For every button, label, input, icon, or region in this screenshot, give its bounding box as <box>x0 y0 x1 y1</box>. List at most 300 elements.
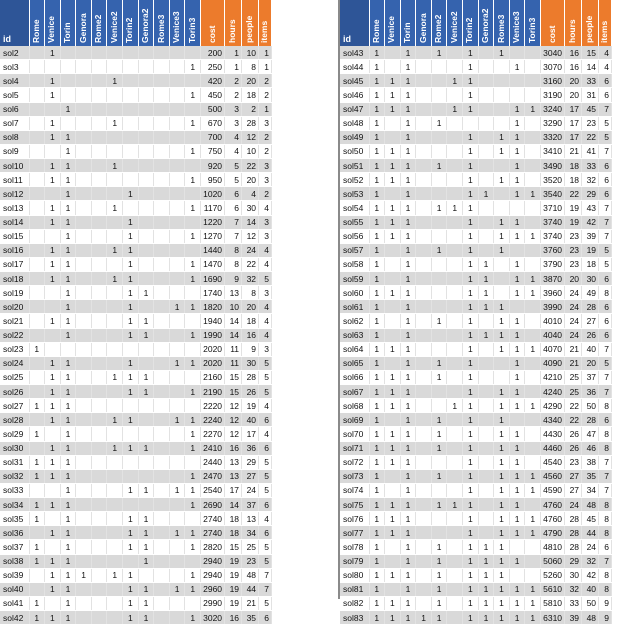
table-cell[interactable]: 1 <box>369 159 385 173</box>
table-cell[interactable]: sol71 <box>340 441 369 455</box>
table-cell[interactable] <box>494 201 510 215</box>
table-cell[interactable] <box>478 342 494 356</box>
table-cell[interactable] <box>509 88 525 102</box>
table-cell[interactable] <box>29 483 45 497</box>
table-cell[interactable]: 1 <box>494 455 510 469</box>
table-cell[interactable]: 1940 <box>201 314 225 328</box>
table-cell[interactable]: 2470 <box>201 469 225 483</box>
table-cell[interactable] <box>478 144 494 158</box>
table-cell[interactable]: 4 <box>259 243 272 257</box>
table-cell[interactable]: sol33 <box>0 483 29 497</box>
table-cell[interactable]: 1 <box>138 582 154 596</box>
table-cell[interactable]: 1 <box>463 582 479 596</box>
table-cell[interactable]: sol28 <box>0 413 29 427</box>
table-cell[interactable]: sol75 <box>340 498 369 512</box>
table-cell[interactable] <box>525 356 541 370</box>
table-cell[interactable]: 1 <box>400 441 416 455</box>
table-cell[interactable]: 1 <box>123 413 139 427</box>
table-cell[interactable]: 1 <box>431 159 447 173</box>
table-cell[interactable]: 1 <box>60 526 76 540</box>
table-cell[interactable]: 2690 <box>201 498 225 512</box>
table-cell[interactable]: 29 <box>242 455 259 469</box>
table-cell[interactable] <box>154 229 170 243</box>
table-cell[interactable] <box>416 74 432 88</box>
table-cell[interactable]: 1 <box>107 413 123 427</box>
table-cell[interactable]: 1 <box>400 173 416 187</box>
table-cell[interactable]: 1 <box>416 611 432 625</box>
table-cell[interactable] <box>416 272 432 286</box>
table-cell[interactable] <box>431 130 447 144</box>
table-cell[interactable] <box>525 540 541 554</box>
table-cell[interactable]: 1 <box>385 173 401 187</box>
table-cell[interactable]: 8 <box>599 568 612 582</box>
table-cell[interactable] <box>416 469 432 483</box>
table-cell[interactable] <box>154 399 170 413</box>
table-cell[interactable]: 1 <box>60 455 76 469</box>
table-cell[interactable]: 28 <box>565 526 582 540</box>
table-cell[interactable] <box>154 554 170 568</box>
table-cell[interactable]: 1 <box>369 46 385 60</box>
table-cell[interactable]: 1 <box>400 582 416 596</box>
table-cell[interactable]: 16 <box>225 611 242 625</box>
table-cell[interactable]: 35 <box>582 469 599 483</box>
table-cell[interactable]: 3 <box>259 342 272 356</box>
table-cell[interactable]: 1 <box>60 356 76 370</box>
table-cell[interactable] <box>447 554 463 568</box>
table-cell[interactable]: 1 <box>494 173 510 187</box>
column-header-metric[interactable] <box>225 0 242 46</box>
table-cell[interactable]: 1820 <box>201 300 225 314</box>
table-cell[interactable]: 1 <box>138 512 154 526</box>
table-cell[interactable]: 5 <box>225 159 242 173</box>
table-cell[interactable] <box>447 130 463 144</box>
table-cell[interactable]: 1 <box>29 512 45 526</box>
table-cell[interactable]: 13 <box>225 286 242 300</box>
table-cell[interactable]: 22 <box>565 187 582 201</box>
table-cell[interactable]: 1 <box>463 243 479 257</box>
table-cell[interactable] <box>107 300 123 314</box>
table-cell[interactable]: 4 <box>242 187 259 201</box>
table-cell[interactable]: 37 <box>242 498 259 512</box>
table-cell[interactable]: 1 <box>107 272 123 286</box>
table-cell[interactable] <box>185 314 201 328</box>
table-cell[interactable]: 1 <box>60 469 76 483</box>
table-cell[interactable]: 1 <box>509 272 525 286</box>
table-cell[interactable]: 5 <box>259 596 272 610</box>
table-cell[interactable]: 27 <box>242 469 259 483</box>
table-cell[interactable] <box>416 413 432 427</box>
table-cell[interactable]: sol60 <box>340 286 369 300</box>
table-cell[interactable]: 1 <box>431 582 447 596</box>
table-cell[interactable]: sol13 <box>0 201 29 215</box>
table-cell[interactable] <box>169 159 185 173</box>
table-cell[interactable]: 1 <box>431 370 447 384</box>
table-cell[interactable]: 23 <box>565 229 582 243</box>
table-cell[interactable]: sol29 <box>0 427 29 441</box>
table-cell[interactable]: 3 <box>259 229 272 243</box>
table-cell[interactable]: 3190 <box>541 88 565 102</box>
table-cell[interactable]: 1 <box>138 328 154 342</box>
table-cell[interactable]: 1 <box>494 568 510 582</box>
table-cell[interactable] <box>169 314 185 328</box>
table-cell[interactable]: 20 <box>242 173 259 187</box>
table-cell[interactable]: 1 <box>400 243 416 257</box>
table-cell[interactable] <box>154 215 170 229</box>
table-cell[interactable]: 1 <box>60 314 76 328</box>
table-cell[interactable] <box>138 187 154 201</box>
table-cell[interactable]: 3870 <box>541 272 565 286</box>
table-cell[interactable] <box>447 159 463 173</box>
table-cell[interactable]: 4240 <box>541 385 565 399</box>
table-cell[interactable]: 36 <box>242 441 259 455</box>
table-cell[interactable]: 8 <box>599 582 612 596</box>
table-cell[interactable]: 5060 <box>541 554 565 568</box>
table-cell[interactable]: 1 <box>509 229 525 243</box>
table-cell[interactable]: sol36 <box>0 526 29 540</box>
table-cell[interactable] <box>447 427 463 441</box>
table-cell[interactable]: 1 <box>369 399 385 413</box>
table-cell[interactable]: 1 <box>463 554 479 568</box>
table-cell[interactable]: sol58 <box>340 257 369 271</box>
table-cell[interactable]: 1 <box>431 314 447 328</box>
table-cell[interactable]: 1 <box>369 144 385 158</box>
table-cell[interactable]: 1 <box>29 554 45 568</box>
table-cell[interactable] <box>525 116 541 130</box>
table-cell[interactable]: 1 <box>45 173 61 187</box>
table-cell[interactable] <box>478 399 494 413</box>
table-cell[interactable] <box>431 328 447 342</box>
table-cell[interactable]: 1 <box>259 102 272 116</box>
table-cell[interactable] <box>138 455 154 469</box>
table-cell[interactable] <box>60 116 76 130</box>
table-cell[interactable]: 18 <box>565 173 582 187</box>
table-cell[interactable]: 1 <box>494 342 510 356</box>
table-cell[interactable] <box>447 540 463 554</box>
table-cell[interactable]: 1 <box>185 611 201 625</box>
table-cell[interactable] <box>447 46 463 60</box>
table-cell[interactable]: 11 <box>225 356 242 370</box>
table-cell[interactable]: 26 <box>565 427 582 441</box>
table-cell[interactable] <box>138 201 154 215</box>
table-cell[interactable] <box>416 498 432 512</box>
table-cell[interactable] <box>138 116 154 130</box>
table-cell[interactable]: 1 <box>369 116 385 130</box>
table-cell[interactable]: 22 <box>565 413 582 427</box>
table-cell[interactable]: sol70 <box>340 427 369 441</box>
table-cell[interactable]: 40 <box>582 582 599 596</box>
table-cell[interactable]: 1 <box>45 455 61 469</box>
table-cell[interactable]: sol68 <box>340 399 369 413</box>
table-cell[interactable]: sol16 <box>0 243 29 257</box>
table-cell[interactable]: 1 <box>369 469 385 483</box>
table-cell[interactable] <box>29 215 45 229</box>
table-cell[interactable] <box>154 130 170 144</box>
table-cell[interactable]: 20 <box>565 74 582 88</box>
table-cell[interactable]: 1 <box>525 286 541 300</box>
table-cell[interactable] <box>431 60 447 74</box>
table-cell[interactable] <box>154 469 170 483</box>
table-cell[interactable]: 1 <box>29 427 45 441</box>
table-cell[interactable]: 1 <box>463 498 479 512</box>
table-cell[interactable]: 1 <box>385 526 401 540</box>
table-cell[interactable]: 1 <box>123 568 139 582</box>
table-cell[interactable]: sol55 <box>340 215 369 229</box>
table-cell[interactable] <box>169 229 185 243</box>
table-cell[interactable] <box>431 257 447 271</box>
table-cell[interactable] <box>185 370 201 384</box>
table-cell[interactable]: sol19 <box>0 286 29 300</box>
table-cell[interactable] <box>431 399 447 413</box>
table-cell[interactable] <box>154 159 170 173</box>
table-cell[interactable]: 3740 <box>541 215 565 229</box>
table-cell[interactable]: sol72 <box>340 455 369 469</box>
table-cell[interactable] <box>107 427 123 441</box>
table-cell[interactable]: 1 <box>463 187 479 201</box>
table-cell[interactable]: 6 <box>599 88 612 102</box>
table-cell[interactable]: 1 <box>525 512 541 526</box>
table-cell[interactable] <box>45 144 61 158</box>
table-cell[interactable] <box>169 74 185 88</box>
table-cell[interactable] <box>431 483 447 497</box>
table-cell[interactable]: 1 <box>60 370 76 384</box>
table-cell[interactable]: 1 <box>400 356 416 370</box>
table-cell[interactable] <box>60 342 76 356</box>
table-cell[interactable]: 1 <box>107 116 123 130</box>
table-cell[interactable] <box>107 356 123 370</box>
table-cell[interactable]: 1 <box>45 46 61 60</box>
table-cell[interactable]: sol80 <box>340 568 369 582</box>
table-cell[interactable]: 4090 <box>541 356 565 370</box>
table-cell[interactable] <box>385 582 401 596</box>
table-cell[interactable]: 8 <box>599 526 612 540</box>
table-cell[interactable]: 1 <box>138 611 154 625</box>
table-cell[interactable]: 1 <box>369 314 385 328</box>
table-cell[interactable] <box>45 540 61 554</box>
table-cell[interactable]: 1 <box>400 201 416 215</box>
table-cell[interactable]: 1 <box>60 582 76 596</box>
table-cell[interactable]: 34 <box>582 483 599 497</box>
table-cell[interactable] <box>91 116 107 130</box>
table-cell[interactable]: 1 <box>385 102 401 116</box>
table-cell[interactable] <box>107 455 123 469</box>
table-cell[interactable]: 19 <box>225 568 242 582</box>
table-cell[interactable] <box>107 512 123 526</box>
table-cell[interactable] <box>154 540 170 554</box>
table-cell[interactable] <box>509 74 525 88</box>
table-cell[interactable]: 1 <box>60 596 76 610</box>
table-cell[interactable]: 23 <box>565 243 582 257</box>
table-cell[interactable]: 1 <box>494 300 510 314</box>
table-cell[interactable] <box>138 498 154 512</box>
table-cell[interactable]: 32 <box>582 173 599 187</box>
table-cell[interactable]: 7 <box>599 215 612 229</box>
table-cell[interactable]: 1 <box>60 611 76 625</box>
table-cell[interactable]: 1 <box>447 102 463 116</box>
column-header-city[interactable] <box>76 0 92 46</box>
table-cell[interactable] <box>154 187 170 201</box>
table-cell[interactable]: 2220 <box>201 399 225 413</box>
table-cell[interactable]: 1170 <box>201 201 225 215</box>
table-cell[interactable]: 1 <box>431 611 447 625</box>
table-cell[interactable] <box>154 88 170 102</box>
table-cell[interactable] <box>45 300 61 314</box>
table-cell[interactable]: 20 <box>242 300 259 314</box>
table-cell[interactable]: 1 <box>509 286 525 300</box>
table-cell[interactable]: 1 <box>400 88 416 102</box>
table-cell[interactable] <box>416 46 432 60</box>
table-cell[interactable] <box>385 300 401 314</box>
table-cell[interactable] <box>107 215 123 229</box>
table-cell[interactable] <box>29 116 45 130</box>
table-cell[interactable]: 4010 <box>541 314 565 328</box>
table-cell[interactable]: 1 <box>494 385 510 399</box>
table-cell[interactable] <box>91 243 107 257</box>
table-cell[interactable]: 2 <box>225 74 242 88</box>
table-cell[interactable]: 1 <box>447 201 463 215</box>
table-cell[interactable]: 24 <box>242 243 259 257</box>
table-cell[interactable]: 4210 <box>541 370 565 384</box>
table-cell[interactable]: 1 <box>138 441 154 455</box>
table-cell[interactable] <box>447 116 463 130</box>
table-cell[interactable]: 30 <box>565 568 582 582</box>
table-cell[interactable] <box>123 342 139 356</box>
table-cell[interactable] <box>185 455 201 469</box>
table-cell[interactable]: 1 <box>369 568 385 582</box>
table-cell[interactable]: 18 <box>242 314 259 328</box>
table-cell[interactable]: 13 <box>225 469 242 483</box>
table-cell[interactable]: 1 <box>509 215 525 229</box>
table-cell[interactable]: 5 <box>599 356 612 370</box>
table-cell[interactable]: 1 <box>478 540 494 554</box>
table-cell[interactable] <box>76 257 92 271</box>
table-cell[interactable] <box>154 74 170 88</box>
table-cell[interactable] <box>525 144 541 158</box>
table-cell[interactable]: 1 <box>400 498 416 512</box>
table-cell[interactable]: 1 <box>400 187 416 201</box>
table-cell[interactable]: 1 <box>185 441 201 455</box>
table-cell[interactable]: 28 <box>242 116 259 130</box>
table-cell[interactable]: sol63 <box>340 328 369 342</box>
table-cell[interactable]: 1 <box>29 596 45 610</box>
table-cell[interactable] <box>169 215 185 229</box>
table-cell[interactable]: 1 <box>463 46 479 60</box>
table-cell[interactable]: 9 <box>599 596 612 610</box>
table-cell[interactable]: 1 <box>525 596 541 610</box>
table-cell[interactable]: 1 <box>525 102 541 116</box>
table-cell[interactable] <box>45 427 61 441</box>
table-cell[interactable]: 1 <box>185 229 201 243</box>
table-cell[interactable] <box>447 413 463 427</box>
table-cell[interactable]: 4 <box>259 512 272 526</box>
table-cell[interactable]: 1 <box>123 596 139 610</box>
table-cell[interactable]: 1 <box>385 286 401 300</box>
table-cell[interactable]: 2940 <box>201 554 225 568</box>
table-cell[interactable] <box>29 144 45 158</box>
table-cell[interactable]: 6 <box>599 74 612 88</box>
table-cell[interactable] <box>431 300 447 314</box>
table-cell[interactable]: 1 <box>45 526 61 540</box>
table-cell[interactable] <box>169 272 185 286</box>
table-cell[interactable] <box>416 201 432 215</box>
table-cell[interactable]: 1 <box>45 272 61 286</box>
table-cell[interactable]: 1220 <box>201 215 225 229</box>
table-cell[interactable]: 1 <box>509 60 525 74</box>
table-cell[interactable]: 29 <box>582 187 599 201</box>
table-cell[interactable]: 1 <box>369 173 385 187</box>
table-cell[interactable]: 1 <box>60 130 76 144</box>
table-cell[interactable]: 1 <box>447 399 463 413</box>
table-cell[interactable] <box>29 187 45 201</box>
table-cell[interactable]: sol61 <box>340 300 369 314</box>
table-cell[interactable]: 17 <box>565 116 582 130</box>
table-cell[interactable] <box>154 102 170 116</box>
table-cell[interactable]: 1 <box>45 130 61 144</box>
table-cell[interactable] <box>138 102 154 116</box>
table-cell[interactable] <box>431 187 447 201</box>
table-cell[interactable] <box>447 300 463 314</box>
table-cell[interactable]: 1 <box>123 243 139 257</box>
table-cell[interactable] <box>154 60 170 74</box>
table-cell[interactable]: 1 <box>185 173 201 187</box>
table-cell[interactable]: 1 <box>463 441 479 455</box>
table-cell[interactable] <box>154 596 170 610</box>
table-cell[interactable] <box>447 342 463 356</box>
table-cell[interactable] <box>138 46 154 60</box>
table-cell[interactable]: 25 <box>242 540 259 554</box>
table-cell[interactable] <box>154 455 170 469</box>
table-cell[interactable] <box>123 173 139 187</box>
table-cell[interactable]: 1 <box>185 272 201 286</box>
table-cell[interactable]: 1 <box>123 286 139 300</box>
table-cell[interactable]: 1 <box>494 130 510 144</box>
table-cell[interactable]: 1 <box>60 173 76 187</box>
table-cell[interactable] <box>169 540 185 554</box>
table-cell[interactable] <box>447 596 463 610</box>
table-cell[interactable]: 1 <box>123 582 139 596</box>
table-cell[interactable]: 1 <box>400 300 416 314</box>
table-cell[interactable] <box>29 314 45 328</box>
table-cell[interactable]: 26 <box>582 328 599 342</box>
table-cell[interactable]: 1 <box>107 243 123 257</box>
table-cell[interactable] <box>509 413 525 427</box>
table-cell[interactable]: 1 <box>494 526 510 540</box>
table-cell[interactable]: 200 <box>201 46 225 60</box>
table-cell[interactable] <box>107 144 123 158</box>
table-cell[interactable] <box>509 568 525 582</box>
table-cell[interactable]: 1 <box>259 60 272 74</box>
table-cell[interactable]: 1 <box>463 342 479 356</box>
table-cell[interactable]: sol46 <box>340 88 369 102</box>
table-cell[interactable]: 1 <box>431 498 447 512</box>
table-cell[interactable] <box>463 116 479 130</box>
table-cell[interactable] <box>416 116 432 130</box>
table-cell[interactable] <box>107 342 123 356</box>
table-cell[interactable] <box>91 300 107 314</box>
table-cell[interactable] <box>123 159 139 173</box>
table-cell[interactable] <box>525 498 541 512</box>
column-header-metric[interactable] <box>565 0 582 46</box>
table-cell[interactable] <box>29 243 45 257</box>
table-cell[interactable]: 1 <box>494 596 510 610</box>
table-cell[interactable] <box>154 413 170 427</box>
table-cell[interactable] <box>154 116 170 130</box>
table-cell[interactable] <box>60 74 76 88</box>
table-cell[interactable]: 1020 <box>201 187 225 201</box>
table-cell[interactable]: 1 <box>169 300 185 314</box>
table-cell[interactable] <box>123 469 139 483</box>
table-cell[interactable]: sol8 <box>0 130 29 144</box>
table-cell[interactable]: 1 <box>463 356 479 370</box>
